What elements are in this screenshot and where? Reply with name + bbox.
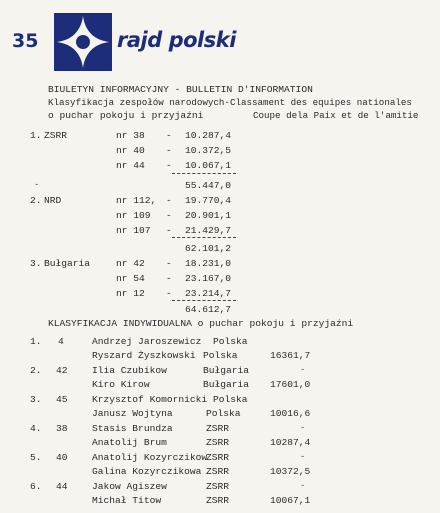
team-entry-time: 20.901,1 bbox=[184, 210, 231, 221]
ind-codriver: Michał Titow bbox=[92, 495, 162, 506]
ind-codriver-country: Bułgaria bbox=[203, 379, 250, 390]
ind-codriver-country: Polska bbox=[203, 350, 238, 361]
ind-time: 10067,1 bbox=[270, 495, 311, 506]
team-entry-nr: nr 54 bbox=[116, 273, 145, 284]
team-entry-time: 23.214,7 bbox=[184, 288, 231, 299]
sum-rule bbox=[172, 173, 236, 174]
margin-mark: - bbox=[300, 423, 306, 433]
margin-mark: - bbox=[34, 180, 40, 190]
rally-logo bbox=[54, 13, 112, 71]
ind-codriver: Galina Kozyrczikowa bbox=[92, 466, 202, 477]
team-entry-nr: nr 42 bbox=[116, 258, 145, 269]
ind-rank: 1. bbox=[30, 336, 42, 347]
bulletin-subtitle-fr: Coupe dela Paix et de l'amitie bbox=[253, 110, 419, 121]
ind-nr: 44 bbox=[56, 481, 68, 492]
team-rank: 3. bbox=[30, 258, 42, 269]
ind-time: 10372,5 bbox=[270, 466, 311, 477]
ind-driver: Krzysztof Komornicki bbox=[92, 394, 208, 405]
ind-driver: Anatolij Kozyrczikow bbox=[92, 452, 208, 463]
team-entry-sep: - bbox=[166, 145, 172, 156]
bulletin-title: BIULETYN INFORMACYJNY - BULLETIN D'INFORMATION bbox=[48, 84, 313, 95]
ind-codriver: Anatolij Brum bbox=[92, 437, 167, 448]
ind-driver: Jakow Agiszew bbox=[92, 481, 167, 492]
team-entry-time: 21.429,7 bbox=[184, 225, 231, 236]
ind-rank: 2. bbox=[30, 365, 42, 376]
ind-codriver-country: ZSRR bbox=[206, 495, 230, 506]
team-entry-time: 23.167,0 bbox=[184, 273, 231, 284]
team-entry-nr: nr 112, bbox=[116, 195, 157, 206]
team-country: NRD bbox=[44, 195, 62, 206]
bulletin-subtitle-pl: o puchar pokoju i przyjaźni bbox=[48, 110, 204, 121]
team-country: ZSRR bbox=[44, 130, 68, 141]
team-entry-sep: - bbox=[166, 288, 172, 299]
ind-nr: 40 bbox=[56, 452, 68, 463]
ind-driver: Andrzej Jaroszewicz bbox=[92, 336, 202, 347]
ind-driver-country: Polska bbox=[213, 336, 248, 347]
team-entry-time: 10.287,4 bbox=[184, 130, 231, 141]
team-entry-nr: nr 44 bbox=[116, 160, 145, 171]
team-total: 62.101,2 bbox=[184, 243, 231, 254]
ind-codriver: Kiro Kirow bbox=[92, 379, 150, 390]
team-total: 55.447,0 bbox=[184, 180, 231, 191]
team-entry-nr: nr 38 bbox=[116, 130, 145, 141]
team-entry-sep: - bbox=[166, 210, 172, 221]
ind-nr: 45 bbox=[56, 394, 68, 405]
ind-driver-country: Polska bbox=[213, 394, 248, 405]
ind-rank: 4. bbox=[30, 423, 42, 434]
four-point-star-icon bbox=[54, 13, 112, 71]
team-country: Bułgaria bbox=[44, 258, 91, 269]
ind-nr: 42 bbox=[56, 365, 68, 376]
event-number: 35 bbox=[12, 30, 39, 52]
bulletin-subtitle: Klasyfikacja zespołów narodowych-Classament des equipes nationales bbox=[48, 97, 412, 108]
event-name: rajd polski bbox=[117, 28, 236, 52]
ind-rank: 6. bbox=[30, 481, 42, 492]
team-entry-nr: nr 12 bbox=[116, 288, 145, 299]
ind-driver-country: Bułgaria bbox=[203, 365, 250, 376]
team-rank: 2. bbox=[30, 195, 42, 206]
ind-codriver: Janusz Wojtyna bbox=[92, 408, 173, 419]
ind-driver: Stasis Brundza bbox=[92, 423, 173, 434]
ind-nr: 38 bbox=[56, 423, 68, 434]
ind-driver-country: ZSRR bbox=[206, 481, 230, 492]
margin-mark: - bbox=[300, 365, 306, 375]
team-entry-time: 10.067,1 bbox=[184, 160, 231, 171]
margin-mark: - bbox=[300, 452, 306, 462]
sum-rule bbox=[172, 237, 236, 238]
team-entry-time: 19.770,4 bbox=[184, 195, 231, 206]
team-rank: 1. bbox=[30, 130, 42, 141]
team-entry-time: 10.372,5 bbox=[184, 145, 231, 156]
team-entry-sep: - bbox=[166, 195, 172, 206]
team-entry-nr: nr 109 bbox=[116, 210, 151, 221]
ind-time: 17601,0 bbox=[270, 379, 311, 390]
team-entry-sep: - bbox=[166, 130, 172, 141]
team-total: 64.612,7 bbox=[184, 304, 231, 315]
team-entry-sep: - bbox=[166, 160, 172, 171]
team-entry-sep: - bbox=[166, 225, 172, 236]
ind-rank: 3. bbox=[30, 394, 42, 405]
ind-driver-country: ZSRR bbox=[206, 452, 230, 463]
ind-time: 10016,6 bbox=[270, 408, 311, 419]
team-entry-sep: - bbox=[166, 258, 172, 269]
sum-rule bbox=[172, 300, 236, 301]
ind-codriver: Ryszard Żyszkowski bbox=[92, 350, 196, 361]
ind-driver-country: ZSRR bbox=[206, 423, 230, 434]
ind-codriver-country: ZSRR bbox=[206, 466, 230, 477]
ind-time: 16361,7 bbox=[270, 350, 311, 361]
ind-rank: 5. bbox=[30, 452, 42, 463]
margin-mark: - bbox=[300, 481, 306, 491]
ind-nr: 4 bbox=[58, 336, 64, 347]
team-entry-nr: nr 107 bbox=[116, 225, 151, 236]
ind-driver: Ilia Czubikow bbox=[92, 365, 167, 376]
individual-title: KLASYFIKACJA INDYWIDUALNA o puchar pokoju i przyjaźni bbox=[48, 318, 354, 329]
ind-time: 10287,4 bbox=[270, 437, 311, 448]
team-entry-time: 18.231,0 bbox=[184, 258, 231, 269]
team-entry-sep: - bbox=[166, 273, 172, 284]
ind-codriver-country: ZSRR bbox=[206, 437, 230, 448]
team-entry-nr: nr 40 bbox=[116, 145, 145, 156]
ind-codriver-country: Polska bbox=[206, 408, 241, 419]
